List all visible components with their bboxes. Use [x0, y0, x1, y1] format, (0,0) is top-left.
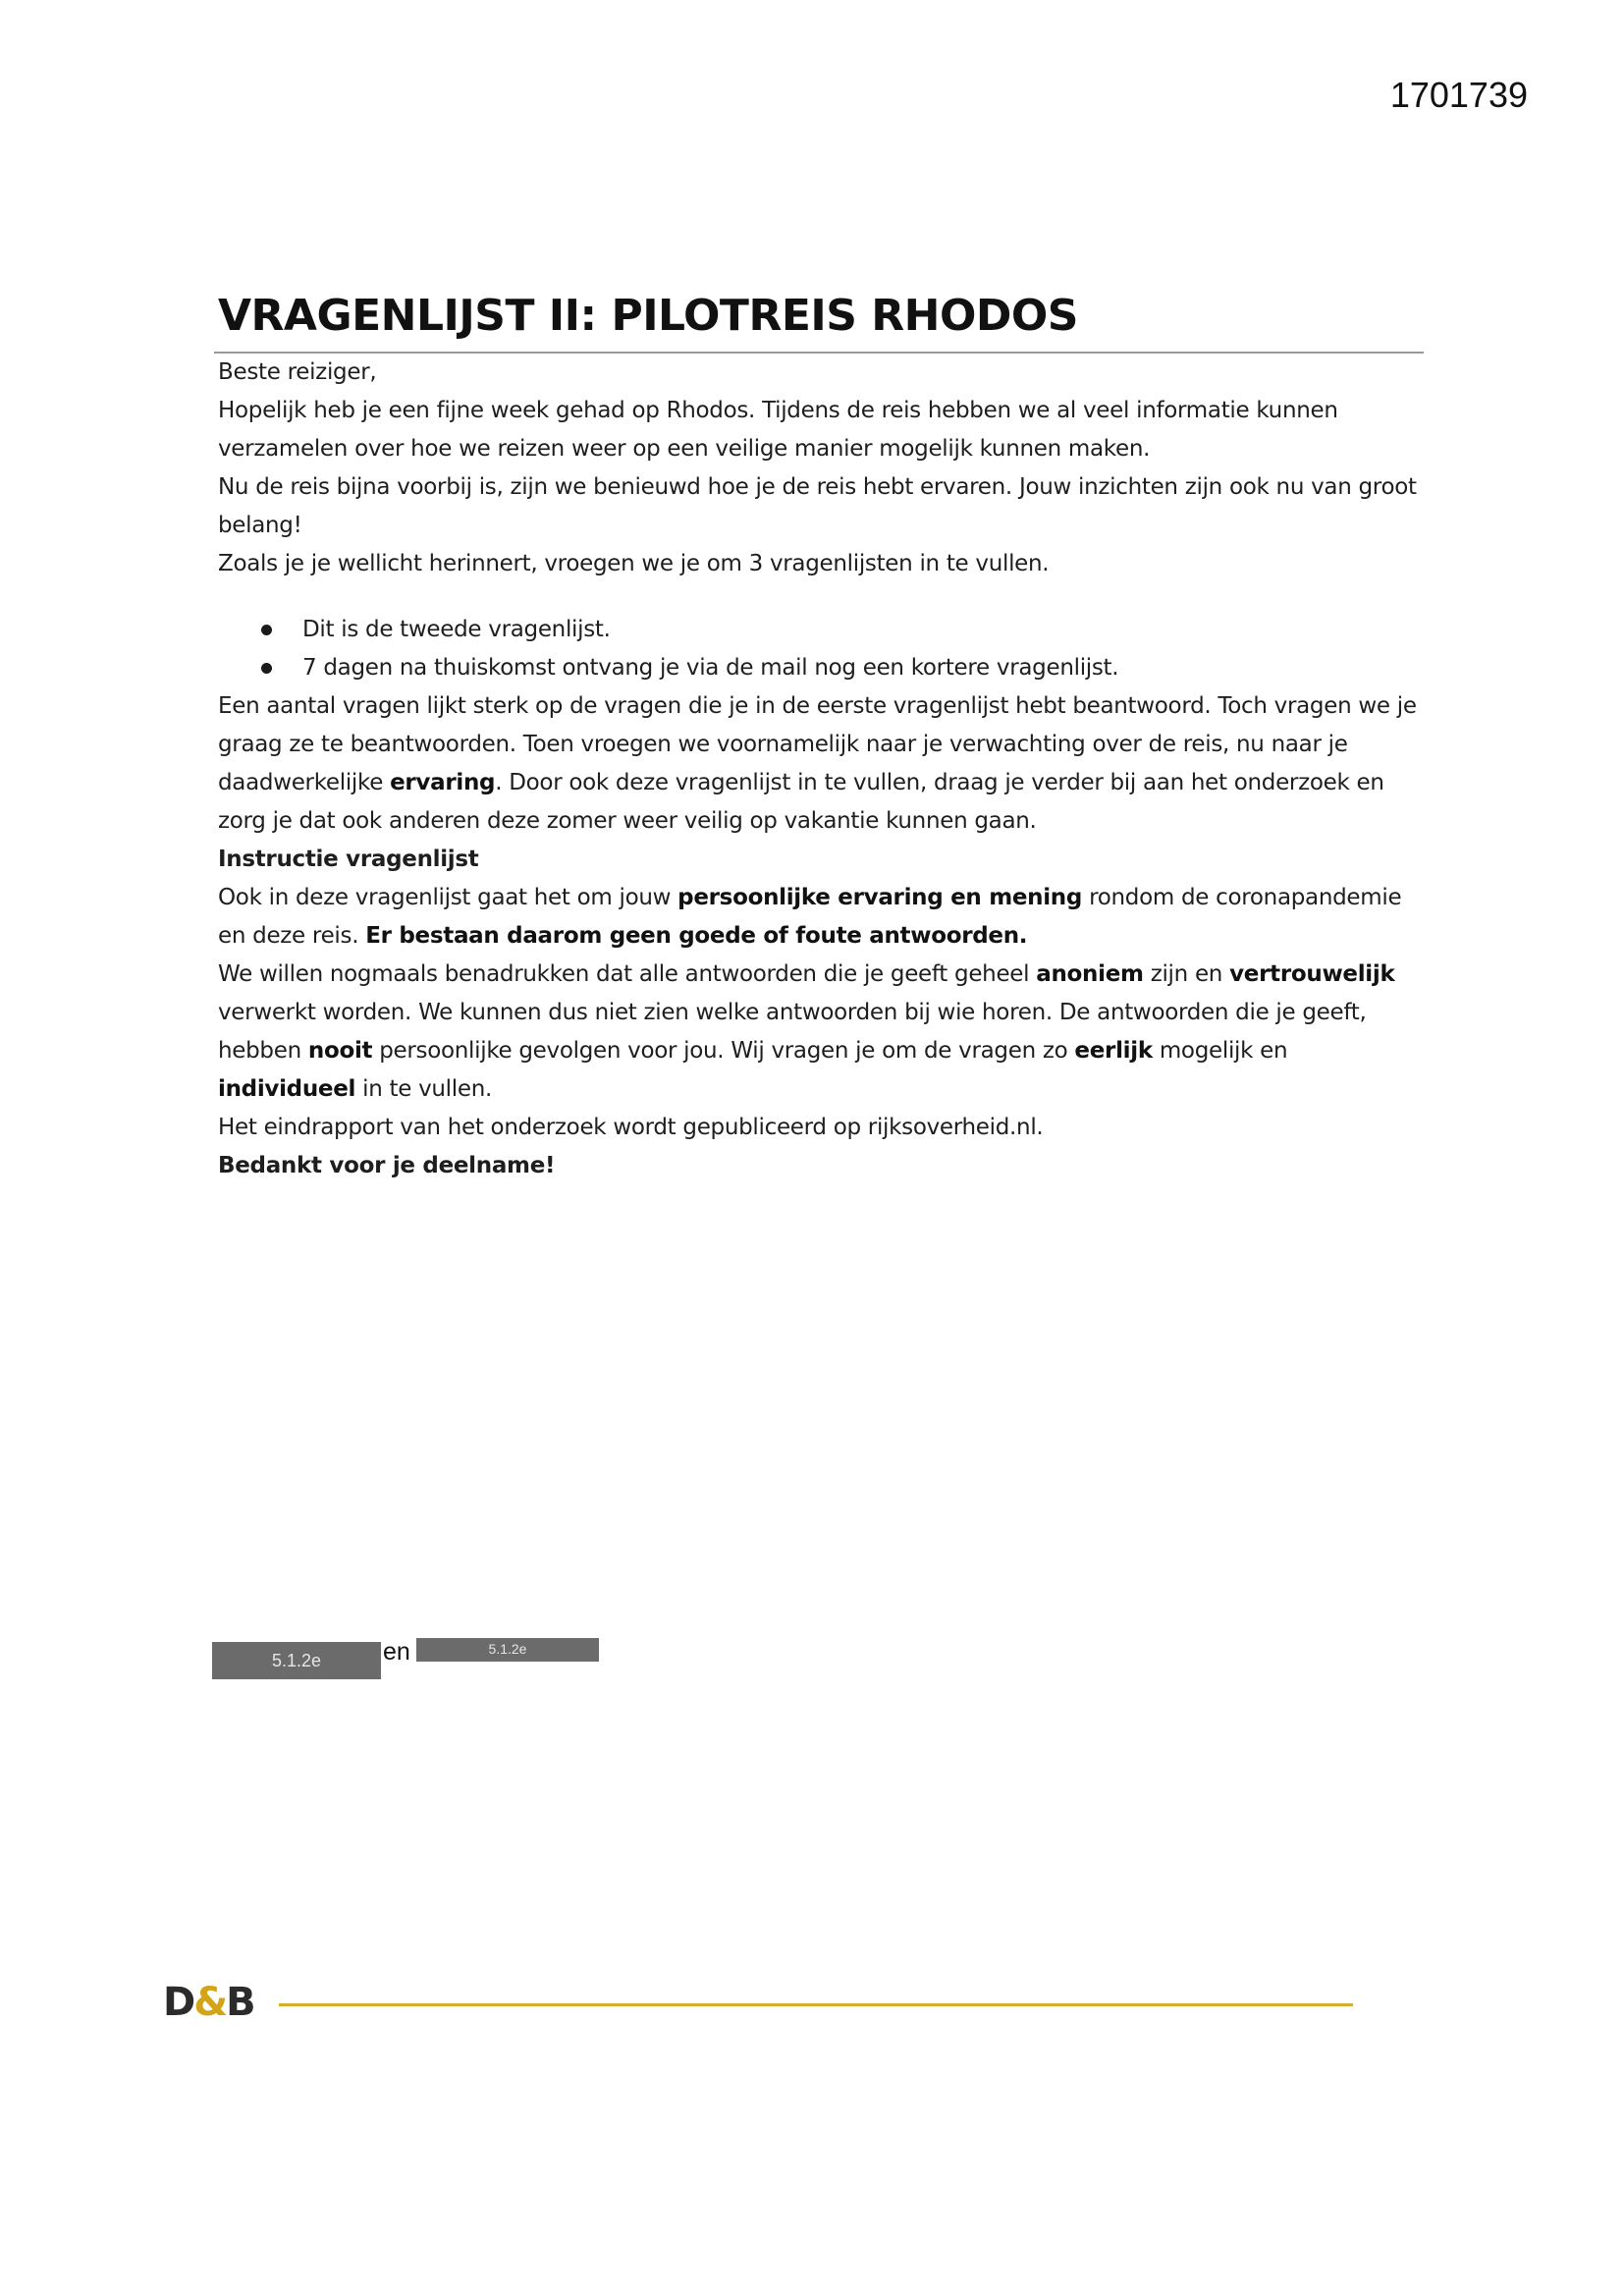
letter-text	[218, 354, 1426, 1185]
emphasis-eerlijk: eerlijk	[1074, 1038, 1153, 1064]
list-item-text: Dit is de tweede vragenlijst.	[302, 617, 611, 642]
text-run: zijn en	[1143, 961, 1230, 987]
paragraph-instruction	[218, 879, 1426, 956]
footer-divider	[279, 2003, 1353, 2006]
letter-body	[218, 287, 1426, 1185]
bullet-list	[218, 611, 1426, 687]
paragraph-questionnaires: Zoals je je wellicht herinnert, vroegen we je om 3 vragenlijsten in te vullen.	[218, 551, 1050, 576]
logo-letter: D	[163, 1980, 194, 2025]
text-run: mogelijk en	[1152, 1038, 1288, 1064]
text-run: persoonlijke gevolgen voor jou. Wij vragen je om de vragen zo	[372, 1038, 1075, 1064]
redaction-box: 5.1.2e	[416, 1638, 599, 1662]
document-id: 1701739	[1389, 75, 1528, 115]
paragraph-comparison	[218, 687, 1426, 841]
greeting: Beste reiziger,	[218, 359, 377, 385]
list-item-text: 7 dagen na thuiskomst ontvang je via de mail nog een kortere vragenlijst.	[302, 655, 1119, 681]
emphasis-anoniem: anoniem	[1036, 961, 1144, 987]
emphasis-nooit: nooit	[307, 1038, 373, 1064]
text-run: rondom de coronapandemie en deze reis.	[218, 885, 1402, 949]
redaction-conjunction: en	[383, 1638, 410, 1666]
paragraph-report: Het eindrapport van het onderzoek wordt gepubliceerd op rijksoverheid.nl.	[218, 1115, 1044, 1140]
paragraph-anonymity	[218, 956, 1426, 1109]
text-run: We willen nogmaals benadrukken dat alle antwoorden die je geeft geheel	[218, 961, 1037, 987]
list-item	[302, 649, 1426, 687]
instruction-heading: Instructie vragenlijst	[218, 847, 479, 872]
emphasis-personal-experience: persoonlijke ervaring en mening	[677, 885, 1083, 910]
logo-letter: B	[226, 1980, 254, 2025]
paragraph-experience: Nu de reis bijna voorbij is, zijn we benieuwd hoe je de reis hebt ervaren. Jouw inzichten zijn ook nu van groot belang!	[218, 474, 1417, 538]
thanks-line: Bedankt voor je deelname!	[218, 1153, 556, 1178]
db-logo	[163, 1980, 254, 2025]
redaction-box: 5.1.2e	[212, 1642, 381, 1679]
bullet-icon	[261, 625, 272, 635]
text-run: in te vullen.	[355, 1076, 492, 1102]
text-run: Ook in deze vragenlijst gaat het om jouw	[218, 885, 678, 910]
text-run: verwerkt worden. We kunnen dus niet zien welke antwoorden bij wie horen. De antwoorden die je geeft, hebben	[218, 1000, 1367, 1064]
emphasis-no-wrong-answers: Er bestaan daarom geen goede of foute antwoorden.	[365, 923, 1028, 949]
emphasis-vertrouwelijk: vertrouwelijk	[1229, 961, 1395, 987]
list-item	[302, 611, 1426, 649]
text-run: Een aantal vragen lijkt sterk op de vragen die je in de eerste vragenlijst hebt beantwoord. Toch vragen we je graag ze te beantwoorden. Toen vroegen we voornamelijk naar je verwachting over de reis, nu naar je daadwerkelijke	[218, 693, 1417, 795]
bullet-icon	[261, 663, 272, 674]
page-title: VRAGENLIJST II: PILOTREIS RHODOS	[218, 291, 1078, 341]
paragraph-intro: Hopelijk heb je een fijne week gehad op Rhodos. Tijdens de reis hebben we al veel informatie kunnen verzamelen over hoe we reizen weer op een veilige manier mogelijk kunnen maken.	[218, 398, 1338, 462]
text-run: . Door ook deze vragenlijst in te vullen, draag je verder bij aan het onderzoek en zorg je dat ook anderen deze zomer weer veilig op vakantie kunnen gaan.	[218, 770, 1384, 834]
emphasis-ervaring: ervaring	[390, 770, 496, 795]
emphasis-individueel: individueel	[218, 1076, 356, 1102]
logo-ampersand: &	[193, 1980, 227, 2025]
